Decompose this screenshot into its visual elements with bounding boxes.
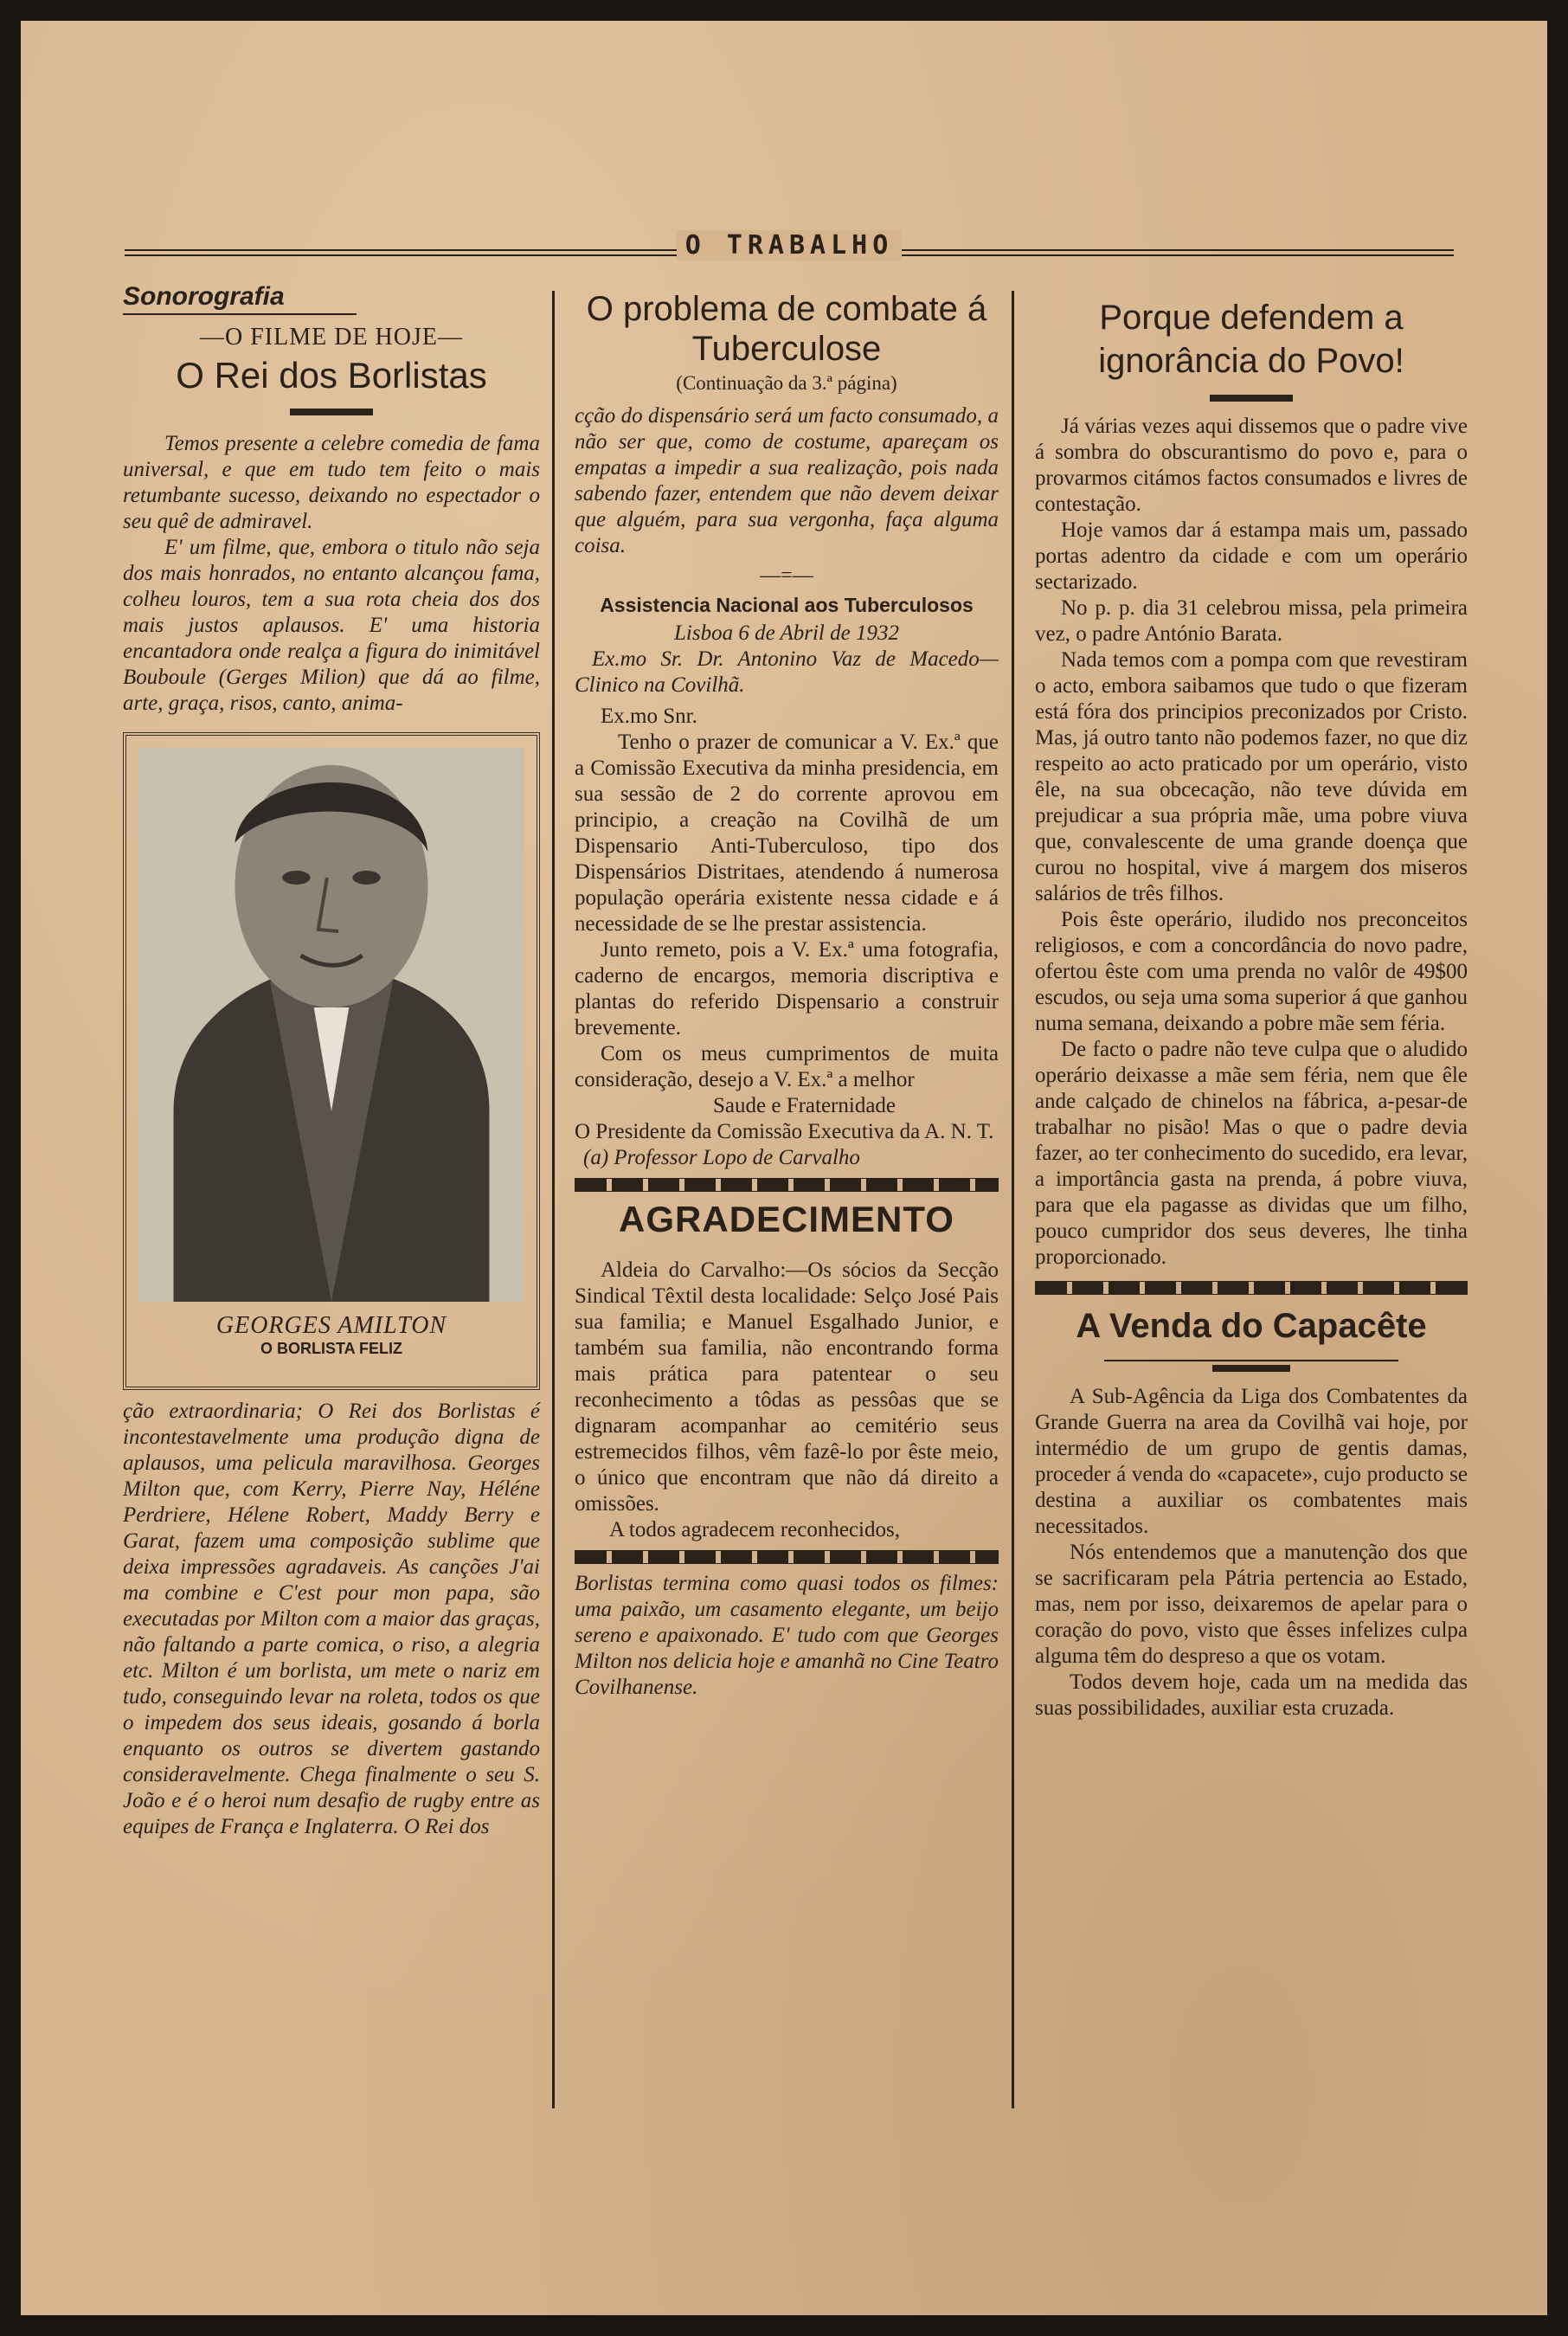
paragraph: ção extraordinaria; O Rei dos Borlistas é incontestavelmente uma produção digna de aplausos, uma pelicula maravilhosa. Georges Milton que, com Kerry, Pierre Nay, Héléne Perdriere, Hélene Robert, Maddy Berry e Garat, fazem uma composição sublime que deixa impressões agradaveis. As canções J'ai ma combine e C'est pour mon papa, são executadas por Milton com a maior das graças, não faltando a parte comica, o riso, a alegria etc. Milton é um borlista, um mete o nariz em tudo, conseguindo levar na roleta, todos os que o impedem dos seus ideais, gosando á borla enquanto os outros se divertem gastando consideravelmente. Chega finalmente o seu S. João e é o heroi num desafio de rugby entre as equipes de França e Inglaterra. O Rei dos xyxy=(123,1400,540,1838)
column-1 xyxy=(123,282,540,1840)
paragraph: De facto o padre não teve culpa que o aludido operário deixasse a mãe sem féria, nem que êle ande calçado de chinelos na fábrica, a-pesar-de trabalhar no pisão! Mas o que o padre devia fazer, ao ter conhecimento do sucedido, era levar, a importância gasta na prenda, á pobre viuva, para que ela pagasse as dividas que um filho, pouco cumpridor dos seus deveres, lhe tinha proporcionado. xyxy=(1035,1038,1468,1269)
headline: Porque defendem a ignorância do Povo! xyxy=(1098,299,1404,380)
paragraph: E' um filme, que, embora o titulo não seja dos mais honrados, no entanto alcançou fama, colheu louros, tem a sua rota cheia dos dos mais justos aplausos. E' uma historia encantadora onde realça a figura do inimitável Bouboule (Gerges Milion) que dá ao filme, arte, graça, risos, canto, anima- xyxy=(123,536,540,715)
signature-line: O Presidente da Comissão Executiva da A. N. T. xyxy=(575,1120,994,1143)
column-divider xyxy=(1012,291,1014,2108)
paragraph: Com os meus cumprimentos de muita consideração, desejo a V. Ex.ª a melhor xyxy=(575,1042,999,1091)
rule xyxy=(1104,1360,1398,1361)
paragraph: Nós entendemos que a manutenção dos que se sacrificaram pela Pátria pertencia ao Estado, mas, nem por isso, deixaremos de apelar para o coração do povo, visto que êsses infelizes culpa alguma têm do despreso a que os votam. xyxy=(1035,1541,1468,1668)
portrait-photo xyxy=(138,748,524,1302)
paragraph: Tenho o prazer de comunicar a V. Ex.ª que a Comissão Executiva da minha presidencia, em sua sessão de 2 do corrente aprovou em principio, a creação na Covilhã de um Dispensario Anti-Tuberculoso, tipo dos Dispensários Distritaes, atendendo á numerosa população operária existente nessa cidade e á necessidade de se lhe prestar assistencia. xyxy=(575,730,999,936)
newspaper-page xyxy=(21,21,1547,2315)
column-divider xyxy=(552,291,555,2108)
paragraph: Aldeia do Carvalho:—Os sócios da Secção Sindical Têxtil desta localidade: Selço José Pais sua familia; e Manuel Esgalhado Junior, e também sua familia, não encontrando forma mais prática para patentear o seu reconhecimento a tôdas as pessôas que se dignaram acompanhar ao cemitério seus estremecidos filhos, vêm fazê-lo por êste meio, o único que encontram que não dá direito a omissões. xyxy=(575,1258,999,1516)
paragraph: Pois êste operário, iludido nos preconceitos religiosos, e com a concordância do novo padre, ofertou êste com uma prenda no valôr de 49$00 escudos, ou seja uma soma superior á que ganhou numa semana, deixando a pobre mãe sem féria. xyxy=(1035,908,1468,1035)
signature-line: (a) Professor Lopo de Carvalho xyxy=(583,1146,860,1169)
paragraph: Todos devem hoje, cada um na medida das suas possibilidades, auxiliar esta cruzada. xyxy=(1035,1670,1468,1720)
kicker: —O FILME DE HOJE— xyxy=(200,324,463,351)
chain-divider xyxy=(575,1550,999,1564)
photo-subcaption: O BORLISTA FELIZ xyxy=(260,1340,402,1357)
portrait-image xyxy=(138,748,524,1302)
ornament-rule xyxy=(290,409,373,415)
paragraph: cção do dispensário será um facto consumado, a não ser que, como de costume, apareçam os empatas a impedir a sua realização, pois nada sabendo fazer, entendem que não devem deixar que alguém, para sua vergonha, faça alguma coisa. xyxy=(575,404,999,557)
paragraph: Já várias vezes aqui dissemos que o padre vive á sombra do obscurantismo do povo e, para o provarmos citámos factos consumados e livres de contestação. xyxy=(1035,415,1468,516)
ornament-rule xyxy=(1210,395,1293,402)
paragraph: Nada temos com a pompa com que revestiram o acto, embora saibamos que tudo o que fizeram está fóra dos principios preconizados por Cristo. Mas, já outro tanto não podemos fazer, no que diz respeito ao acto praticado por um operário, visto êle, na sua obcecação, não teve dúvida em prejudicar a sua própria mãe, uma pobre viuva que, convalescente de uma grande doença que curou no hospital, vive á margem dos miseros salários de três filhos. xyxy=(1035,648,1468,905)
headline: O Rei dos Borlistas xyxy=(176,355,487,396)
photo-frame xyxy=(123,732,540,1390)
paragraph: A todos agradecem reconhecidos, xyxy=(609,1518,900,1541)
letter-date: Lisboa 6 de Abril de 1932 xyxy=(674,621,899,645)
ornament-rule xyxy=(1212,1365,1290,1372)
paragraph: A Sub-Agência da Liga dos Combatentes da Grande Guerra na area da Covilhã vai hoje, por intermédio de um grupo de gentis damas, proceder á venda do «capacete», cujo producto se destina a auxiliar os combatentes mais necessitados. xyxy=(1035,1385,1468,1538)
letter-recipient: Ex.mo Sr. Dr. Antonino Vaz de Macedo—Clinico na Covilhã. xyxy=(575,647,999,697)
salutation: Ex.mo Snr. xyxy=(601,705,697,728)
paragraph: No p. p. dia 31 celebrou missa, pela primeira vez, o padre António Barata. xyxy=(1035,596,1468,646)
sub-headline: Assistencia Nacional aos Tuberculosos xyxy=(600,594,974,616)
paragraph: Temos presente a celebre comedia de fama universal, e que em tudo tem feito o mais retumbante sucesso, deixando no espectador o seu quê de admiravel. xyxy=(123,432,540,533)
paragraph: Hoje vamos dar á estampa mais um, passado portas adentro da cidade e com um operário sectarizado. xyxy=(1035,518,1468,594)
column-2 xyxy=(575,289,999,1701)
masthead xyxy=(125,215,1454,267)
column-3 xyxy=(1035,296,1468,1721)
chain-divider xyxy=(575,1178,999,1192)
headline: O problema de combate á Tuberculose xyxy=(586,290,987,368)
paragraph: Junto remeto, pois a V. Ex.ª uma fotografia, caderno de encargos, memoria discriptiva e plantas do referido Dispensario a construir brevemente. xyxy=(575,938,999,1039)
paragraph: Borlistas termina como quasi todos os filmes: uma paixão, um casamento elegante, um beijo sereno e apaixonado. E' tudo com que Georges Milton nos delicia hoje e amanhã no Cine Teatro Covilhanense. xyxy=(575,1572,999,1699)
section-label: Sonorografia xyxy=(123,282,357,315)
masthead-title: O TRABALHO xyxy=(677,230,902,261)
headline: AGRADECIMENTO xyxy=(619,1199,954,1239)
signature-line: Saude e Fraternidade xyxy=(713,1094,896,1117)
continued-note: (Continuação da 3.ª página) xyxy=(676,372,897,394)
photo-caption: GEORGES AMILTON xyxy=(215,1312,447,1339)
chain-divider xyxy=(1035,1281,1468,1295)
headline: A Venda do Capacête xyxy=(1076,1307,1427,1345)
divider: —=— xyxy=(760,564,813,587)
